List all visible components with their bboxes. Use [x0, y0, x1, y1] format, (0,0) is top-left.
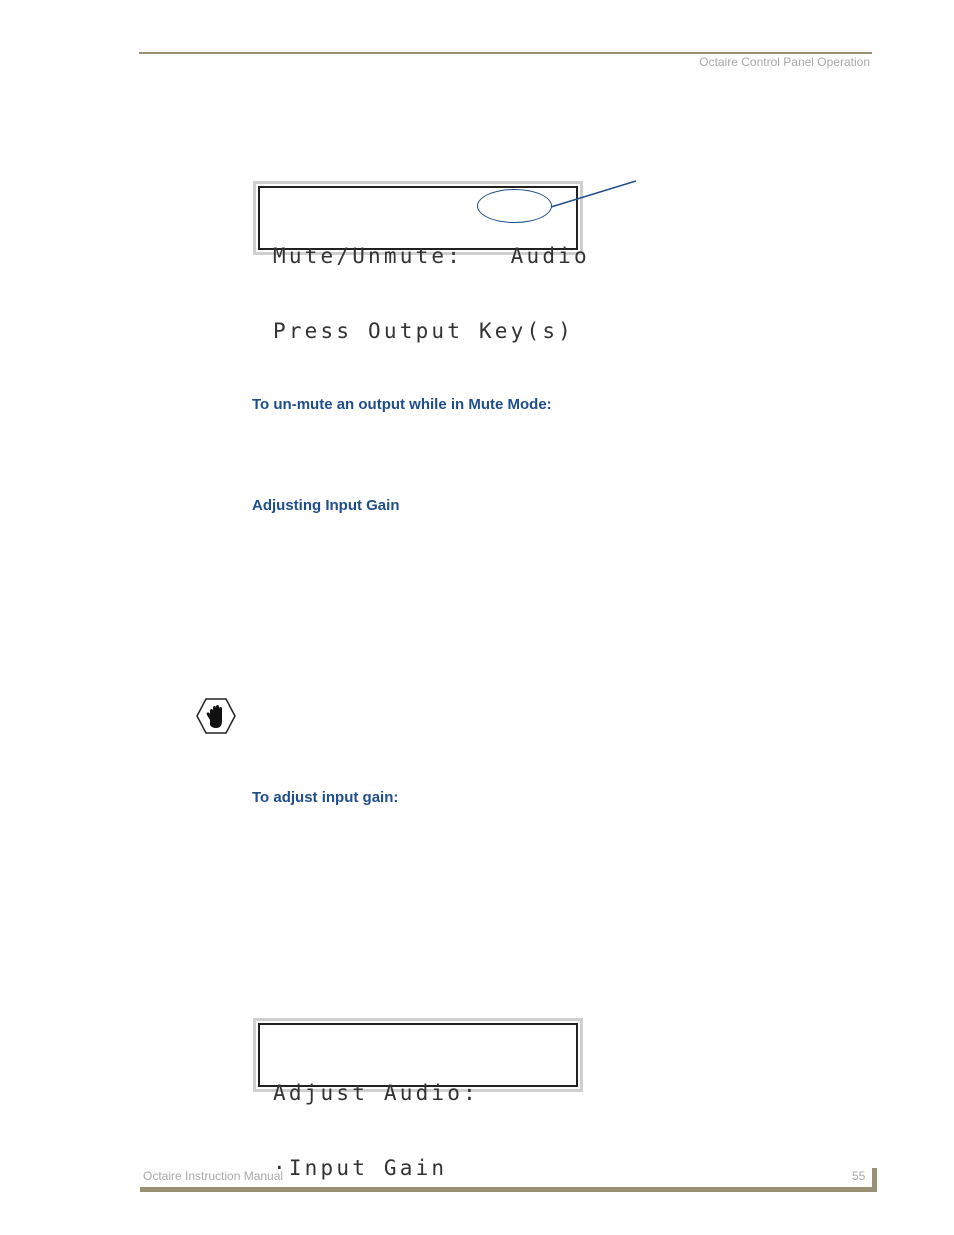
heading-adjust-input-gain: To adjust input gain:: [252, 789, 399, 806]
heading-unmute: To un-mute an output while in Mute Mode:: [252, 396, 552, 413]
footer-manual-title: Octaire Instruction Manual: [143, 1169, 284, 1183]
footer-page-number: 55: [852, 1169, 866, 1183]
stop-hand-icon: [196, 698, 236, 734]
lcd-line-1: Adjust Audio:: [273, 1081, 479, 1105]
header-section-title: Octaire Control Panel Operation: [699, 55, 870, 69]
lcd-line-2: ·Input Gain: [273, 1156, 448, 1180]
callout-leader-line: [0, 0, 954, 300]
heading-adjusting-input-gain: Adjusting Input Gain: [252, 497, 400, 514]
lcd-line-2: Press Output Key(s): [273, 319, 575, 343]
lcd-line-1: Mute/Unmute: Audio: [273, 244, 590, 268]
lcd-display-adjust: [258, 1023, 578, 1180]
footer-rule: [140, 1187, 877, 1192]
